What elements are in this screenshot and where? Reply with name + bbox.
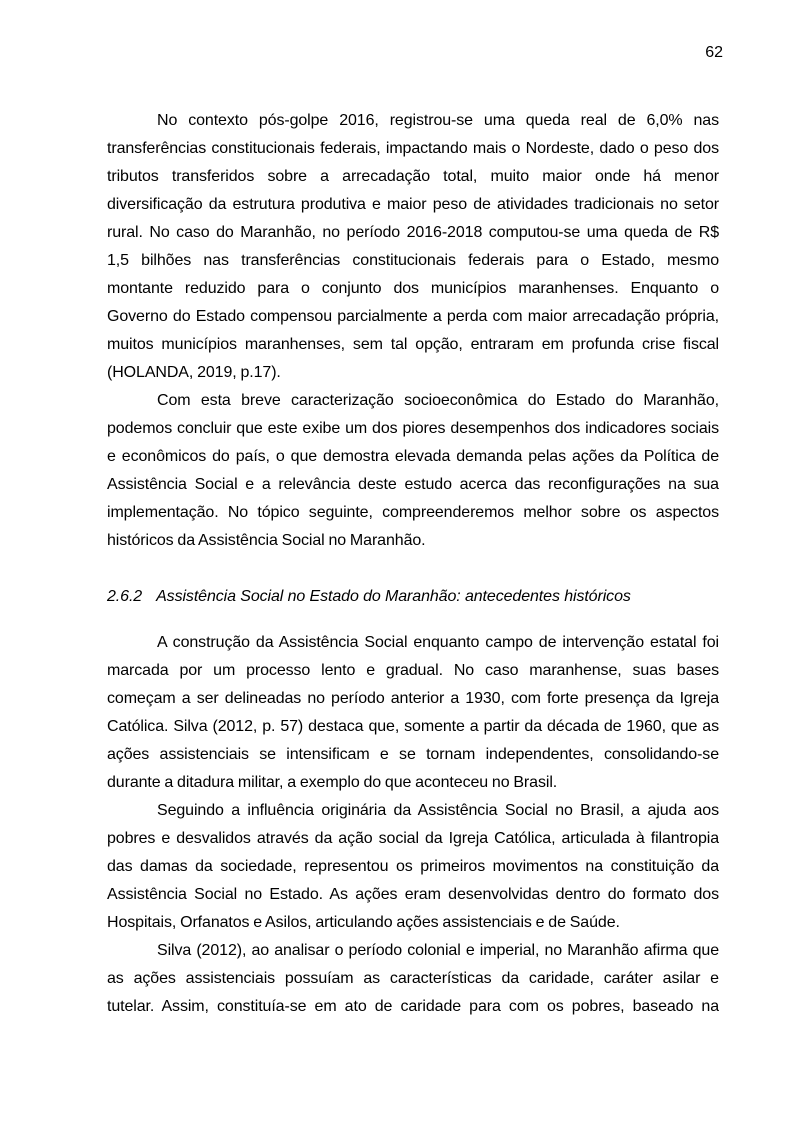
text-line: começam a ser delineadas no período anterior a 1930, com forte presença da Igreja [107, 690, 719, 707]
text-line: transferências constitucionais federais, impactando mais o Nordeste, dado o peso dos [107, 140, 719, 157]
paragraph-4 [107, 797, 719, 937]
text-line: muitos municípios maranhenses, sem tal opção, entraram em profunda crise fiscal [107, 336, 719, 353]
text-line: No contexto pós-golpe 2016, registrou-se uma queda real de 6,0% nas [157, 112, 719, 129]
text-line: 1,5 bilhões nas transferências constitucionais federais para o Estado, mesmo [107, 252, 719, 269]
page-number: 62 [705, 44, 723, 61]
text-line: montante reduzido para o conjunto dos municípios maranhenses. Enquanto o [107, 280, 719, 297]
text-line: Silva (2012), ao analisar o período colonial e imperial, no Maranhão afirma que [157, 942, 719, 959]
text-line: rural. No caso do Maranhão, no período 2016-2018 computou-se uma queda de R$ [107, 224, 719, 241]
text-line: tributos transferidos sobre a arrecadação total, muito maior onde há menor [107, 168, 719, 185]
paragraph-2 [107, 387, 719, 555]
text-line: históricos da Assistência Social no Maranhão. [107, 532, 426, 549]
text-line: Assistência Social no Estado. As ações eram desenvolvidas dentro do formato dos [107, 886, 719, 903]
text-line: durante a ditadura militar, a exemplo do que aconteceu no Brasil. [107, 774, 558, 791]
section-title: Assistência Social no Estado do Maranhão: antecedentes históricos [156, 588, 631, 605]
text-line: podemos concluir que este exibe um dos piores desempenhos dos indicadores sociais [107, 420, 719, 437]
text-line: (HOLANDA, 2019, p.17). [107, 364, 281, 381]
page-content [107, 0, 719, 1021]
text-line: Assistência Social e a relevância deste estudo acerca das reconfigurações na sua [107, 476, 719, 493]
paragraph-3 [107, 629, 719, 797]
text-line: implementação. No tópico seguinte, compreenderemos melhor sobre os aspectos [107, 504, 719, 521]
text-line: Seguindo a influência originária da Assistência Social no Brasil, a ajuda aos [157, 802, 719, 819]
section-number: 2.6.2 [107, 588, 143, 605]
section-heading [107, 583, 719, 611]
text-line: ações assistenciais se intensificam e se tornam independentes, consolidando-se [107, 746, 719, 763]
text-line: diversificação da estrutura produtiva e maior peso de atividades tradicionais no setor [107, 196, 719, 213]
text-line: Com esta breve caracterização socioeconômica do Estado do Maranhão, [157, 392, 719, 409]
text-line: tutelar. Assim, constituía-se em ato de caridade para com os pobres, baseado na [107, 998, 719, 1015]
text-line: Católica. Silva (2012, p. 57) destaca que, somente a partir da década de 1960, que as [107, 718, 719, 735]
text-line: A construção da Assistência Social enquanto campo de intervenção estatal foi [157, 634, 719, 651]
text-line: marcada por um processo lento e gradual. No caso maranhense, suas bases [107, 662, 719, 679]
text-line: das damas da sociedade, representou os primeiros movimentos na constituição da [107, 858, 719, 875]
text-line: Hospitais, Orfanatos e Asilos, articulando ações assistenciais e de Saúde. [107, 914, 620, 931]
text-line: as ações assistenciais possuíam as características da caridade, caráter asilar e [107, 970, 719, 987]
text-line: Governo do Estado compensou parcialmente a perda com maior arrecadação própria, [107, 308, 719, 325]
paragraph-5 [107, 937, 719, 1021]
paragraph-1 [107, 107, 719, 387]
text-line: pobres e desvalidos através da ação social da Igreja Católica, articulada à filantropia [107, 830, 719, 847]
text-line: e econômicos do país, o que demostra elevada demanda pelas ações da Política de [107, 448, 719, 465]
